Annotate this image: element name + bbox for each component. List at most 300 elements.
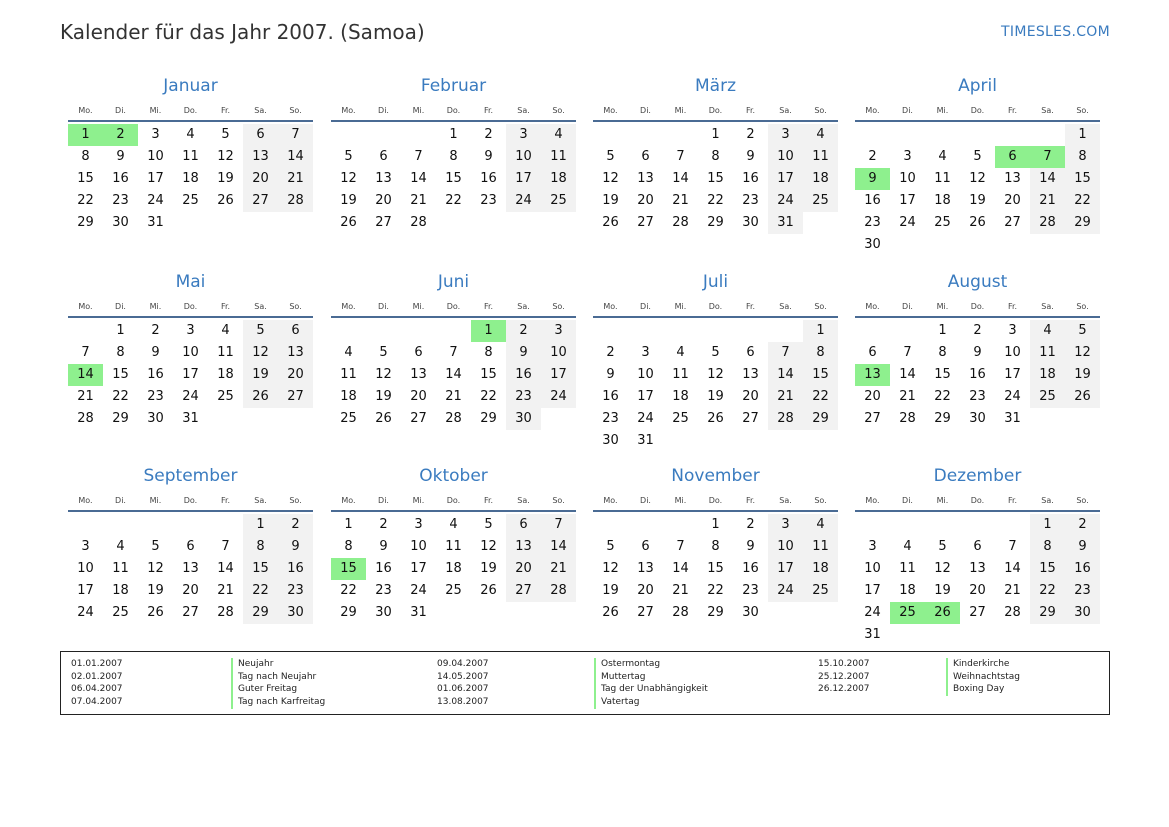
day-cell: 28 bbox=[278, 190, 313, 212]
day-cell: 5 bbox=[379, 345, 388, 360]
day-cell: 29 bbox=[707, 215, 724, 230]
day-cell: 22 bbox=[707, 583, 724, 598]
weekday-label: Mi. bbox=[412, 302, 425, 311]
weekday-label: Mo. bbox=[341, 302, 356, 311]
day-cell: 21 bbox=[217, 583, 234, 598]
month-7 bbox=[593, 270, 838, 452]
holiday-names-column-2 bbox=[594, 658, 708, 709]
day-cell: 14 bbox=[217, 561, 234, 576]
empty-cell bbox=[925, 514, 960, 536]
weekday-header bbox=[68, 300, 313, 318]
day-cell: 21 bbox=[768, 386, 803, 408]
day-cell: 20 bbox=[243, 168, 278, 190]
day-cell: 9 bbox=[278, 536, 313, 558]
day-cell: 23 bbox=[147, 389, 164, 404]
day-cell: 22 bbox=[1030, 580, 1065, 602]
day-cell: 23 bbox=[602, 411, 619, 426]
day-cell: 4 bbox=[541, 124, 576, 146]
day-cell: 18 bbox=[899, 583, 916, 598]
page-title: Kalender für das Jahr 2007. (Samoa) bbox=[60, 20, 425, 44]
day-cell: 27 bbox=[243, 190, 278, 212]
day-cell: 9 bbox=[379, 539, 388, 554]
day-cell: 28 bbox=[672, 215, 689, 230]
day-cell: 21 bbox=[445, 389, 462, 404]
day-cell: 8 bbox=[938, 345, 947, 360]
weekday-label: So. bbox=[1076, 496, 1089, 505]
holiday-dates-column-2 bbox=[437, 658, 489, 709]
day-cell: 4 bbox=[676, 345, 685, 360]
holiday-name: Tag der Unabhängigkeit bbox=[594, 683, 708, 696]
day-cell: 25 bbox=[1030, 386, 1065, 408]
day-cell: 17 bbox=[77, 583, 94, 598]
month-name: Juli bbox=[702, 272, 729, 292]
day-cell: 7 bbox=[676, 149, 685, 164]
day-cell: 22 bbox=[803, 386, 838, 408]
weekday-label: Di. bbox=[115, 496, 126, 505]
day-cell: 27 bbox=[410, 411, 427, 426]
day-cell: 18 bbox=[803, 558, 838, 580]
day-cell: 25 bbox=[541, 190, 576, 212]
day-cell: 3 bbox=[186, 323, 195, 338]
day-cell: 1 bbox=[243, 514, 278, 536]
day-cell: 30 bbox=[742, 605, 759, 620]
day-cell: 26 bbox=[147, 605, 164, 620]
day-cell: 28 bbox=[410, 215, 427, 230]
weekday-label: So. bbox=[814, 106, 827, 115]
day-cell: 19 bbox=[934, 583, 951, 598]
day-cell: 19 bbox=[480, 561, 497, 576]
day-cell: 20 bbox=[506, 558, 541, 580]
day-cell: 1 bbox=[116, 323, 125, 338]
empty-cell bbox=[593, 320, 628, 342]
day-cell: 20 bbox=[182, 583, 199, 598]
day-cell: 29 bbox=[1030, 602, 1065, 624]
day-cell: 17 bbox=[768, 558, 803, 580]
day-cell: 12 bbox=[707, 367, 724, 382]
day-cell: 2 bbox=[1065, 514, 1100, 536]
day-cell: 18 bbox=[445, 561, 462, 576]
day-cell: 27 bbox=[182, 605, 199, 620]
day-cell: 14 bbox=[1004, 561, 1021, 576]
weekday-label: Sa. bbox=[254, 496, 267, 505]
day-cell: 7 bbox=[278, 124, 313, 146]
day-cell: 17 bbox=[182, 367, 199, 382]
day-cell: 24 bbox=[768, 580, 803, 602]
weekday-label: Sa. bbox=[254, 106, 267, 115]
day-cell: 22 bbox=[243, 580, 278, 602]
weekday-label: So. bbox=[552, 302, 565, 311]
day-cell: 13 bbox=[410, 367, 427, 382]
day-cell: 5 bbox=[973, 149, 982, 164]
empty-cell bbox=[663, 124, 698, 146]
day-cell: 13 bbox=[637, 171, 654, 186]
day-cell: 18 bbox=[541, 168, 576, 190]
day-cell: 2 bbox=[278, 514, 313, 536]
day-cell: 23 bbox=[506, 386, 541, 408]
day-cell: 15 bbox=[934, 367, 951, 382]
day-cell: 25 bbox=[803, 190, 838, 212]
weekday-label: Di. bbox=[115, 302, 126, 311]
weekday-header bbox=[855, 104, 1100, 122]
weekday-label: Di. bbox=[902, 302, 913, 311]
day-cell: 16 bbox=[1065, 558, 1100, 580]
day-cell: 18 bbox=[182, 171, 199, 186]
holiday-name: Guter Freitag bbox=[231, 683, 325, 696]
empty-cell bbox=[331, 320, 366, 342]
day-cell: 28 bbox=[77, 411, 94, 426]
month-1 bbox=[68, 74, 313, 234]
day-cell: 11 bbox=[182, 149, 199, 164]
month-name: September bbox=[143, 466, 238, 486]
holiday-day-cell: 15 bbox=[331, 558, 366, 580]
day-cell: 20 bbox=[969, 583, 986, 598]
weekday-label: Fr. bbox=[1007, 496, 1018, 505]
day-cell: 26 bbox=[602, 605, 619, 620]
day-cell: 7 bbox=[449, 345, 458, 360]
day-cell: 4 bbox=[116, 539, 125, 554]
weekday-label: Sa. bbox=[517, 496, 530, 505]
weekday-label: Fr. bbox=[220, 106, 231, 115]
holiday-name: Tag nach Karfreitag bbox=[231, 696, 325, 709]
weekday-label: Sa. bbox=[517, 302, 530, 311]
empty-cell bbox=[890, 320, 925, 342]
day-cell: 14 bbox=[541, 536, 576, 558]
day-cell: 19 bbox=[217, 171, 234, 186]
weekday-label: Mi. bbox=[936, 496, 949, 505]
day-cell: 27 bbox=[506, 580, 541, 602]
weekday-label: Mi. bbox=[936, 302, 949, 311]
holiday-dates-column-1 bbox=[71, 658, 123, 709]
day-cell: 9 bbox=[484, 149, 493, 164]
day-cell: 29 bbox=[1065, 212, 1100, 234]
day-cell: 2 bbox=[506, 320, 541, 342]
day-cell: 20 bbox=[1004, 193, 1021, 208]
weekday-label: So. bbox=[1076, 106, 1089, 115]
day-cell: 15 bbox=[1030, 558, 1065, 580]
weekday-label: So. bbox=[1076, 302, 1089, 311]
day-cell: 9 bbox=[746, 149, 755, 164]
empty-cell bbox=[138, 514, 173, 536]
day-cell: 24 bbox=[864, 605, 881, 620]
weekday-label: Do. bbox=[446, 106, 461, 115]
day-cell: 13 bbox=[969, 561, 986, 576]
empty-cell bbox=[890, 124, 925, 146]
day-cell: 24 bbox=[506, 190, 541, 212]
day-cell: 19 bbox=[1065, 364, 1100, 386]
day-cell: 12 bbox=[243, 342, 278, 364]
holiday-date: 26.12.2007 bbox=[818, 684, 870, 695]
day-cell: 3 bbox=[868, 539, 877, 554]
day-cell: 7 bbox=[541, 514, 576, 536]
day-cell: 6 bbox=[641, 539, 650, 554]
weekday-label: Do. bbox=[446, 302, 461, 311]
day-cell: 8 bbox=[1030, 536, 1065, 558]
day-cell: 18 bbox=[934, 193, 951, 208]
day-cell: 7 bbox=[768, 342, 803, 364]
day-cell: 21 bbox=[410, 193, 427, 208]
month-4 bbox=[855, 74, 1100, 256]
day-cell: 25 bbox=[934, 215, 951, 230]
day-cell: 12 bbox=[340, 171, 357, 186]
holiday-name: Vatertag bbox=[594, 696, 708, 709]
day-cell: 16 bbox=[742, 561, 759, 576]
day-cell: 21 bbox=[899, 389, 916, 404]
day-cell: 17 bbox=[768, 168, 803, 190]
day-cell: 31 bbox=[864, 627, 881, 642]
day-cell: 26 bbox=[340, 215, 357, 230]
holiday-date: 02.01.2007 bbox=[71, 671, 123, 682]
day-cell: 10 bbox=[506, 146, 541, 168]
day-cell: 25 bbox=[672, 411, 689, 426]
day-cell: 1 bbox=[1030, 514, 1065, 536]
day-cell: 30 bbox=[506, 408, 541, 430]
day-cell: 31 bbox=[637, 433, 654, 448]
empty-cell bbox=[698, 320, 733, 342]
day-cell: 20 bbox=[278, 364, 313, 386]
empty-cell bbox=[366, 124, 401, 146]
weekday-label: Fr. bbox=[220, 496, 231, 505]
weekday-label: Fr. bbox=[745, 496, 756, 505]
day-cell: 16 bbox=[602, 389, 619, 404]
weekday-label: So. bbox=[289, 302, 302, 311]
day-cell: 14 bbox=[899, 367, 916, 382]
weekday-label: Fr. bbox=[483, 496, 494, 505]
day-cell: 31 bbox=[182, 411, 199, 426]
day-cell: 25 bbox=[112, 605, 129, 620]
weekday-label: Do. bbox=[708, 106, 723, 115]
day-cell: 8 bbox=[243, 536, 278, 558]
day-cell: 11 bbox=[112, 561, 129, 576]
day-cell: 8 bbox=[1065, 146, 1100, 168]
day-cell: 19 bbox=[707, 389, 724, 404]
weekday-label: Fr. bbox=[1007, 302, 1018, 311]
empty-cell bbox=[366, 320, 401, 342]
day-cell: 25 bbox=[182, 193, 199, 208]
day-cell: 12 bbox=[147, 561, 164, 576]
empty-cell bbox=[436, 320, 471, 342]
day-cell: 26 bbox=[1065, 386, 1100, 408]
empty-cell bbox=[855, 124, 890, 146]
day-cell: 14 bbox=[672, 561, 689, 576]
weekday-label: Do. bbox=[708, 496, 723, 505]
day-cell: 16 bbox=[375, 561, 392, 576]
day-cell: 24 bbox=[147, 193, 164, 208]
day-cell: 24 bbox=[410, 583, 427, 598]
weekday-label: Sa. bbox=[779, 106, 792, 115]
empty-cell bbox=[663, 320, 698, 342]
day-cell: 25 bbox=[340, 411, 357, 426]
day-cell: 3 bbox=[1008, 323, 1017, 338]
day-cell: 18 bbox=[672, 389, 689, 404]
day-cell: 26 bbox=[243, 386, 278, 408]
day-cell: 9 bbox=[116, 149, 125, 164]
day-cell: 7 bbox=[903, 345, 912, 360]
weekday-label: Do. bbox=[183, 302, 198, 311]
day-cell: 9 bbox=[151, 345, 160, 360]
day-cell: 23 bbox=[742, 193, 759, 208]
weekday-label: Mi. bbox=[674, 496, 687, 505]
day-cell: 29 bbox=[480, 411, 497, 426]
day-cell: 4 bbox=[449, 517, 458, 532]
day-cell: 27 bbox=[637, 215, 654, 230]
day-cell: 1 bbox=[938, 323, 947, 338]
day-cell: 10 bbox=[410, 539, 427, 554]
day-cell: 20 bbox=[410, 389, 427, 404]
holiday-day-cell: 14 bbox=[68, 364, 103, 386]
day-cell: 1 bbox=[711, 127, 720, 142]
day-grid bbox=[68, 514, 313, 624]
weekday-label: Mi. bbox=[412, 106, 425, 115]
day-cell: 20 bbox=[864, 389, 881, 404]
day-cell: 2 bbox=[746, 517, 755, 532]
day-cell: 28 bbox=[768, 408, 803, 430]
weekday-header bbox=[855, 494, 1100, 512]
empty-cell bbox=[663, 514, 698, 536]
holiday-day-cell: 13 bbox=[855, 364, 890, 386]
weekday-label: So. bbox=[552, 496, 565, 505]
day-cell: 29 bbox=[934, 411, 951, 426]
day-cell: 11 bbox=[217, 345, 234, 360]
day-cell: 27 bbox=[742, 411, 759, 426]
day-cell: 8 bbox=[803, 342, 838, 364]
day-cell: 21 bbox=[541, 558, 576, 580]
day-cell: 7 bbox=[1008, 539, 1017, 554]
day-cell: 30 bbox=[969, 411, 986, 426]
day-cell: 10 bbox=[147, 149, 164, 164]
weekday-label: Di. bbox=[115, 106, 126, 115]
empty-cell bbox=[855, 320, 890, 342]
site-link[interactable]: TIMESLES.COM bbox=[1001, 24, 1110, 40]
day-cell: 20 bbox=[742, 389, 759, 404]
day-cell: 16 bbox=[506, 364, 541, 386]
day-cell: 31 bbox=[768, 212, 803, 234]
day-cell: 13 bbox=[506, 536, 541, 558]
weekday-label: So. bbox=[289, 106, 302, 115]
day-cell: 28 bbox=[541, 580, 576, 602]
day-cell: 16 bbox=[742, 171, 759, 186]
weekday-label: Mo. bbox=[78, 302, 93, 311]
weekday-label: Mo. bbox=[78, 106, 93, 115]
day-cell: 11 bbox=[445, 539, 462, 554]
day-cell: 4 bbox=[903, 539, 912, 554]
day-cell: 14 bbox=[278, 146, 313, 168]
day-cell: 9 bbox=[746, 539, 755, 554]
day-cell: 10 bbox=[77, 561, 94, 576]
day-cell: 1 bbox=[1065, 124, 1100, 146]
day-cell: 1 bbox=[344, 517, 353, 532]
day-cell: 15 bbox=[480, 367, 497, 382]
weekday-header bbox=[331, 104, 576, 122]
day-cell: 16 bbox=[278, 558, 313, 580]
day-cell: 2 bbox=[606, 345, 615, 360]
day-cell: 20 bbox=[637, 583, 654, 598]
empty-cell bbox=[855, 514, 890, 536]
weekday-header bbox=[331, 494, 576, 512]
day-cell: 13 bbox=[637, 561, 654, 576]
day-cell: 5 bbox=[606, 149, 615, 164]
holiday-date: 06.04.2007 bbox=[71, 684, 123, 695]
weekday-label: Sa. bbox=[517, 106, 530, 115]
holiday-day-cell: 6 bbox=[995, 146, 1030, 168]
day-cell: 16 bbox=[147, 367, 164, 382]
empty-cell bbox=[593, 124, 628, 146]
weekday-header bbox=[593, 104, 838, 122]
empty-cell bbox=[593, 514, 628, 536]
day-cell: 26 bbox=[375, 411, 392, 426]
day-cell: 21 bbox=[77, 389, 94, 404]
day-cell: 14 bbox=[672, 171, 689, 186]
empty-cell bbox=[768, 320, 803, 342]
day-cell: 13 bbox=[1004, 171, 1021, 186]
weekday-label: Mo. bbox=[341, 496, 356, 505]
weekday-label: Mi. bbox=[412, 496, 425, 505]
day-cell: 12 bbox=[602, 561, 619, 576]
weekday-header bbox=[855, 300, 1100, 318]
day-cell: 17 bbox=[541, 364, 576, 386]
day-cell: 16 bbox=[864, 193, 881, 208]
weekday-label: Sa. bbox=[1041, 302, 1054, 311]
empty-cell bbox=[960, 124, 995, 146]
weekday-label: Di. bbox=[902, 496, 913, 505]
day-cell: 10 bbox=[182, 345, 199, 360]
day-cell: 28 bbox=[217, 605, 234, 620]
day-grid bbox=[593, 514, 838, 624]
day-grid bbox=[68, 124, 313, 234]
day-cell: 8 bbox=[484, 345, 493, 360]
day-cell: 24 bbox=[182, 389, 199, 404]
empty-cell bbox=[628, 320, 663, 342]
empty-cell bbox=[68, 320, 103, 342]
day-cell: 10 bbox=[1004, 345, 1021, 360]
day-grid bbox=[593, 320, 838, 452]
holiday-date: 01.01.2007 bbox=[71, 659, 123, 669]
weekday-label: Do. bbox=[183, 496, 198, 505]
day-cell: 5 bbox=[344, 149, 353, 164]
day-cell: 30 bbox=[742, 215, 759, 230]
day-cell: 12 bbox=[602, 171, 619, 186]
day-cell: 17 bbox=[899, 193, 916, 208]
day-cell: 30 bbox=[602, 433, 619, 448]
day-cell: 7 bbox=[81, 345, 90, 360]
day-cell: 3 bbox=[151, 127, 160, 142]
day-cell: 22 bbox=[445, 193, 462, 208]
month-name: Mai bbox=[175, 272, 206, 292]
day-cell: 31 bbox=[147, 215, 164, 230]
day-cell: 30 bbox=[864, 237, 881, 252]
day-cell: 4 bbox=[1030, 320, 1065, 342]
empty-cell bbox=[960, 514, 995, 536]
day-grid bbox=[331, 320, 576, 430]
day-cell: 9 bbox=[1065, 536, 1100, 558]
day-cell: 6 bbox=[641, 149, 650, 164]
month-name: Februar bbox=[420, 76, 487, 96]
day-cell: 10 bbox=[768, 146, 803, 168]
weekday-label: Mi. bbox=[674, 302, 687, 311]
day-cell: 29 bbox=[340, 605, 357, 620]
day-cell: 17 bbox=[637, 389, 654, 404]
day-cell: 12 bbox=[375, 367, 392, 382]
day-cell: 22 bbox=[112, 389, 129, 404]
day-cell: 23 bbox=[375, 583, 392, 598]
weekday-label: Di. bbox=[378, 496, 389, 505]
day-cell: 8 bbox=[116, 345, 125, 360]
weekday-header bbox=[68, 494, 313, 512]
weekday-label: Sa. bbox=[1041, 106, 1054, 115]
day-cell: 11 bbox=[934, 171, 951, 186]
day-cell: 17 bbox=[410, 561, 427, 576]
weekday-label: Fr. bbox=[483, 106, 494, 115]
day-cell: 29 bbox=[77, 215, 94, 230]
